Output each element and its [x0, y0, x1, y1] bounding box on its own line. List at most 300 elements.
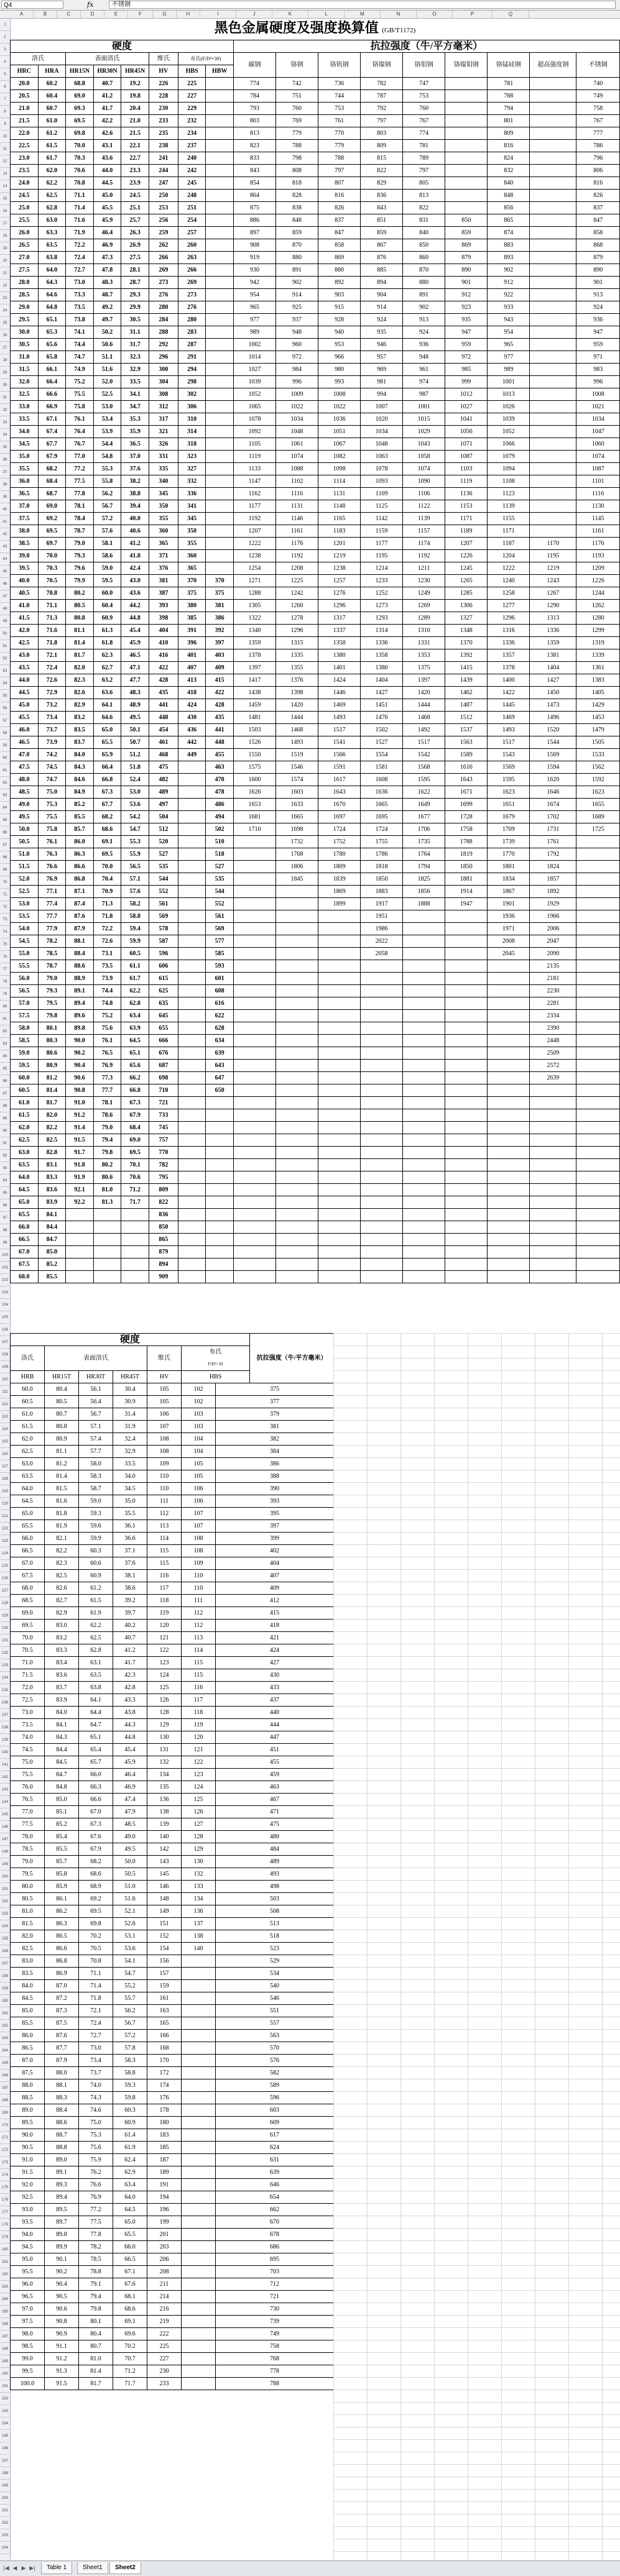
table-cell[interactable]: 1155 [488, 513, 530, 525]
table-cell[interactable]: 70.8 [79, 1955, 113, 1968]
table-cell[interactable]: 54.7 [121, 823, 149, 836]
table-cell[interactable]: 81.4 [45, 1470, 79, 1483]
table-cell[interactable]: 670 [216, 2216, 334, 2229]
table-cell[interactable] [361, 1109, 403, 1122]
table-cell[interactable]: 1380 [318, 649, 361, 662]
table-cell[interactable] [233, 910, 275, 923]
table-cell[interactable]: 127 [182, 1818, 216, 1831]
table-cell[interactable] [530, 488, 576, 500]
table-cell[interactable]: 109 [182, 1557, 216, 1570]
table-cell[interactable]: 1088 [276, 463, 318, 475]
table-cell[interactable]: 292 [149, 339, 178, 351]
table-cell[interactable]: 77.0 [11, 1806, 45, 1818]
table-cell[interactable] [445, 1147, 488, 1159]
table-cell[interactable]: 883 [488, 239, 530, 252]
table-cell[interactable]: 822 [403, 202, 445, 214]
table-cell[interactable]: 66.6 [79, 1794, 113, 1806]
table-cell[interactable]: 35.5 [11, 463, 39, 475]
row-header[interactable]: 23 [0, 292, 10, 305]
table-cell[interactable]: 71.0 [11, 1657, 45, 1669]
table-cell[interactable]: 1883 [361, 886, 403, 898]
table-cell[interactable]: 79.6 [66, 562, 94, 575]
table-cell[interactable] [276, 1159, 318, 1171]
table-cell[interactable]: 30.5 [121, 314, 149, 326]
table-cell[interactable]: 71.4 [79, 1980, 113, 1992]
table-cell[interactable] [445, 1072, 488, 1084]
table-cell[interactable]: 321 [149, 426, 178, 438]
table-cell[interactable]: 341 [178, 500, 206, 513]
table-cell[interactable]: 922 [488, 289, 530, 301]
row-header[interactable]: 140 [0, 1746, 10, 1759]
table-cell[interactable]: 50.7 [121, 736, 149, 749]
table-cell[interactable]: 70.8 [66, 177, 94, 190]
table-cell[interactable] [403, 923, 445, 935]
table-cell[interactable]: 837 [576, 202, 620, 214]
table-cell[interactable]: 95.5 [11, 2266, 45, 2278]
table-cell[interactable] [233, 1060, 275, 1072]
table-cell[interactable]: 71.6 [66, 214, 94, 227]
table-cell[interactable]: 1543 [488, 749, 530, 761]
table-cell[interactable]: 1161 [576, 525, 620, 538]
row-header[interactable]: 204 [0, 2542, 10, 2554]
table-cell[interactable]: 34.5 [11, 438, 39, 451]
table-cell[interactable]: 805 [403, 177, 445, 190]
table-cell[interactable]: 70.6 [121, 1171, 149, 1184]
table-cell[interactable]: 25.7 [121, 214, 149, 227]
table-cell[interactable] [445, 1010, 488, 1022]
row-header[interactable]: 169 [0, 2107, 10, 2119]
row-header[interactable]: 194 [0, 2418, 10, 2430]
row-header[interactable]: 79 [0, 988, 10, 1001]
table-cell[interactable]: 935 [445, 314, 488, 326]
table-cell[interactable]: 57.0 [11, 997, 39, 1010]
table-cell[interactable] [276, 1258, 318, 1271]
row-header[interactable]: 183 [0, 2281, 10, 2293]
table-cell[interactable]: 631 [216, 2154, 334, 2166]
row-header[interactable]: 45 [0, 566, 10, 578]
table-cell[interactable]: 435 [149, 687, 178, 699]
table-cell[interactable]: 985 [445, 364, 488, 376]
table-cell[interactable]: 1327 [445, 612, 488, 625]
table-cell[interactable] [206, 1109, 234, 1122]
table-cell[interactable]: 778 [216, 2365, 334, 2378]
table-cell[interactable]: 1646 [530, 786, 576, 799]
table-cell[interactable]: 753 [403, 90, 445, 103]
table-cell[interactable]: 404 [149, 625, 178, 637]
row-header[interactable]: 156 [0, 1945, 10, 1958]
table-cell[interactable]: 136 [182, 1905, 216, 1918]
table-cell[interactable] [576, 1258, 620, 1271]
table-cell[interactable]: 72.7 [66, 264, 94, 277]
table-cell[interactable]: 71.8 [79, 1992, 113, 2005]
table-cell[interactable]: 273 [149, 277, 178, 289]
table-cell[interactable]: 75.0 [38, 786, 66, 799]
table-cell[interactable] [178, 1221, 206, 1234]
table-cell[interactable] [403, 1271, 445, 1283]
table-cell[interactable]: 71.1 [66, 190, 94, 202]
row-header[interactable]: 172 [0, 2144, 10, 2157]
row-header[interactable]: 37 [0, 466, 10, 479]
table-cell[interactable] [206, 1159, 234, 1171]
table-cell[interactable] [445, 1084, 488, 1097]
table-cell[interactable]: 1027 [445, 401, 488, 413]
table-cell[interactable]: 40.5 [11, 587, 39, 600]
row-header[interactable]: 3 [0, 44, 10, 56]
table-cell[interactable]: 44.0 [93, 165, 121, 177]
table-cell[interactable] [445, 1122, 488, 1134]
table-cell[interactable]: 86.5 [45, 1930, 79, 1943]
table-cell[interactable]: 1462 [445, 687, 488, 699]
table-cell[interactable]: 62.2 [38, 177, 66, 190]
table-cell[interactable]: 63.4 [113, 2179, 147, 2191]
table-cell[interactable]: 62.0 [38, 165, 66, 177]
table-cell[interactable]: 119 [147, 1607, 182, 1620]
table-cell[interactable]: 875 [233, 202, 275, 214]
table-cell[interactable]: 74.0 [11, 1731, 45, 1744]
table-cell[interactable] [178, 761, 206, 774]
table-cell[interactable]: 1051 [318, 426, 361, 438]
table-cell[interactable]: 65.4 [79, 1744, 113, 1756]
table-cell[interactable]: 85.5 [11, 2017, 45, 2030]
table-cell[interactable]: 51.5 [11, 861, 39, 873]
table-cell[interactable] [576, 935, 620, 948]
table-cell[interactable]: 67.5 [11, 1570, 45, 1582]
table-cell[interactable]: 39.5 [11, 562, 39, 575]
table-cell[interactable]: 959 [445, 339, 488, 351]
table-cell[interactable]: 61.4 [113, 2129, 147, 2142]
row-header[interactable]: 136 [0, 1697, 10, 1709]
table-cell[interactable]: 1398 [276, 687, 318, 699]
table-cell[interactable]: 55.0 [11, 948, 39, 960]
table-cell[interactable]: 45.4 [121, 625, 149, 637]
table-cell[interactable]: 49.2 [93, 301, 121, 314]
table-cell[interactable] [178, 1060, 206, 1072]
table-cell[interactable]: 1187 [488, 538, 530, 550]
table-cell[interactable]: 404 [216, 1557, 334, 1570]
table-cell[interactable] [206, 152, 234, 165]
table-cell[interactable]: 89.4 [66, 997, 94, 1010]
table-cell[interactable]: 91.9 [66, 1171, 94, 1184]
table-cell[interactable]: 63.0 [11, 1147, 39, 1159]
table-cell[interactable] [361, 1097, 403, 1109]
table-cell[interactable]: 260 [178, 239, 206, 252]
table-cell[interactable]: 850 [445, 214, 488, 227]
table-cell[interactable]: 27.5 [121, 252, 149, 264]
table-cell[interactable]: 442 [178, 736, 206, 749]
table-cell[interactable]: 758 [576, 103, 620, 115]
table-cell[interactable]: 1569 [488, 761, 530, 774]
table-cell[interactable] [121, 1209, 149, 1221]
table-cell[interactable]: 22.7 [121, 152, 149, 165]
table-cell[interactable] [182, 2266, 216, 2278]
table-cell[interactable]: 582 [216, 2067, 334, 2079]
table-cell[interactable]: 828 [276, 190, 318, 202]
table-cell[interactable]: 1257 [318, 575, 361, 587]
table-cell[interactable]: 29.5 [11, 314, 39, 326]
table-cell[interactable]: 42.6 [93, 127, 121, 140]
row-header[interactable]: 146 [0, 1821, 10, 1833]
table-cell[interactable]: 68.6 [79, 1868, 113, 1881]
table-cell[interactable] [403, 910, 445, 923]
table-cell[interactable]: 76.9 [79, 2191, 113, 2204]
table-cell[interactable]: 983 [576, 364, 620, 376]
table-cell[interactable] [488, 1060, 530, 1072]
table-cell[interactable]: 57.8 [113, 2042, 147, 2055]
table-cell[interactable]: 58.7 [79, 1483, 113, 1495]
table-cell[interactable]: 797 [403, 165, 445, 177]
row-header[interactable]: 197 [0, 2455, 10, 2467]
table-cell[interactable]: 1036 [318, 413, 361, 426]
table-cell[interactable]: 81.6 [45, 1495, 79, 1508]
table-cell[interactable]: 76.1 [93, 1035, 121, 1047]
table-cell[interactable]: 83.9 [38, 1196, 66, 1209]
table-cell[interactable]: 68.2 [38, 463, 66, 475]
table-cell[interactable]: 815 [361, 152, 403, 165]
table-cell[interactable]: 58.8 [121, 910, 149, 923]
table-cell[interactable]: 2334 [530, 1010, 576, 1022]
table-cell[interactable]: 67.9 [38, 451, 66, 463]
table-cell[interactable]: 56.4 [79, 1396, 113, 1408]
table-cell[interactable]: 2448 [530, 1035, 576, 1047]
table-cell[interactable]: 75.3 [79, 2129, 113, 2142]
column-header-n[interactable]: N [381, 11, 417, 18]
table-cell[interactable] [178, 1171, 206, 1184]
table-cell[interactable]: 64.0 [11, 1171, 39, 1184]
table-cell[interactable] [178, 1097, 206, 1109]
table-cell[interactable]: 1230 [403, 575, 445, 587]
row-header[interactable]: 21 [0, 267, 10, 280]
table-cell[interactable] [530, 513, 576, 525]
table-cell[interactable]: 375 [178, 587, 206, 600]
table-cell[interactable]: 60.4 [93, 600, 121, 612]
table-cell[interactable] [182, 2191, 216, 2204]
table-cell[interactable]: 77.5 [11, 1818, 45, 1831]
table-cell[interactable]: 81.5 [45, 1483, 79, 1495]
table-cell[interactable]: 1850 [445, 861, 488, 873]
table-cell[interactable]: 1238 [233, 550, 275, 562]
table-cell[interactable]: 662 [216, 2204, 334, 2216]
table-cell[interactable]: 1438 [233, 687, 275, 699]
table-cell[interactable] [445, 960, 488, 973]
table-cell[interactable]: 76.5 [11, 1794, 45, 1806]
table-cell[interactable]: 59.4 [121, 923, 149, 935]
table-cell[interactable]: 569 [206, 923, 234, 935]
table-cell[interactable]: 83.6 [45, 1669, 79, 1682]
table-cell[interactable]: 831 [403, 214, 445, 227]
table-cell[interactable] [445, 1047, 488, 1060]
table-cell[interactable] [318, 1159, 361, 1171]
table-cell[interactable]: 75.2 [66, 376, 94, 388]
table-cell[interactable]: 1355 [276, 662, 318, 674]
table-cell[interactable]: 712 [216, 2278, 334, 2291]
table-cell[interactable]: 117 [147, 1582, 182, 1595]
table-cell[interactable] [530, 152, 576, 165]
table-cell[interactable]: 42.3 [113, 1669, 147, 1682]
table-cell[interactable]: 736 [318, 78, 361, 90]
table-cell[interactable]: 1422 [488, 687, 530, 699]
table-cell[interactable]: 82.0 [38, 1109, 66, 1122]
table-cell[interactable]: 1214 [361, 562, 403, 575]
table-cell[interactable]: 876 [361, 252, 403, 264]
table-cell[interactable]: 2572 [530, 1060, 576, 1072]
table-cell[interactable]: 57.2 [93, 513, 121, 525]
table-cell[interactable]: 73.8 [66, 314, 94, 326]
table-cell[interactable]: 60.0 [93, 587, 121, 600]
table-cell[interactable] [403, 1109, 445, 1122]
table-cell[interactable]: 2135 [530, 960, 576, 973]
table-cell[interactable] [182, 2365, 216, 2378]
table-cell[interactable]: 869 [318, 252, 361, 264]
table-cell[interactable]: 1724 [318, 823, 361, 836]
table-cell[interactable]: 296 [149, 351, 178, 364]
table-cell[interactable]: 901 [576, 277, 620, 289]
table-cell[interactable]: 1098 [318, 463, 361, 475]
table-cell[interactable]: 880 [276, 252, 318, 264]
row-header[interactable]: 89 [0, 1112, 10, 1125]
table-cell[interactable]: 90.2 [45, 2266, 79, 2278]
table-cell[interactable] [276, 1184, 318, 1196]
table-cell[interactable]: 123 [147, 1657, 182, 1669]
table-cell[interactable]: 1276 [318, 587, 361, 600]
table-cell[interactable]: 1337 [318, 625, 361, 637]
table-cell[interactable]: 183 [147, 2129, 182, 2142]
row-header[interactable]: 133 [0, 1659, 10, 1672]
table-cell[interactable]: 86.1 [45, 1893, 79, 1905]
table-cell[interactable]: 1052 [488, 426, 530, 438]
table-cell[interactable] [182, 1980, 216, 1992]
table-cell[interactable]: 87.4 [66, 898, 94, 910]
row-header[interactable]: 132 [0, 1647, 10, 1659]
table-cell[interactable]: 138 [182, 1930, 216, 1943]
table-cell[interactable]: 64.1 [79, 1694, 113, 1707]
table-cell[interactable] [318, 1171, 361, 1184]
table-cell[interactable] [121, 1221, 149, 1234]
table-cell[interactable]: 75.6 [79, 2142, 113, 2154]
table-cell[interactable]: 58.0 [79, 1458, 113, 1470]
table-cell[interactable]: 59.5 [93, 575, 121, 587]
table-cell[interactable]: 140 [147, 1831, 182, 1843]
table-cell[interactable]: 33.5 [121, 376, 149, 388]
table-cell[interactable]: 1315 [276, 637, 318, 649]
table-cell[interactable]: 86.8 [45, 1955, 79, 1968]
table-cell[interactable]: 635 [149, 997, 178, 1010]
table-cell[interactable]: 1493 [276, 736, 318, 749]
table-cell[interactable]: 430 [216, 1669, 334, 1682]
table-cell[interactable]: 1643 [445, 774, 488, 786]
table-cell[interactable]: 71.9 [66, 227, 94, 239]
table-cell[interactable]: 2008 [488, 935, 530, 948]
table-cell[interactable]: 1105 [233, 438, 275, 451]
table-cell[interactable]: 84.8 [45, 1781, 79, 1794]
table-cell[interactable] [576, 848, 620, 861]
table-cell[interactable]: 94.5 [11, 2241, 45, 2253]
table-cell[interactable]: 84.3 [45, 1731, 79, 1744]
table-cell[interactable] [576, 1234, 620, 1246]
table-cell[interactable]: 413 [178, 674, 206, 687]
table-cell[interactable]: 73.7 [38, 724, 66, 736]
table-cell[interactable]: 110 [182, 1582, 216, 1595]
formula-input[interactable]: 不锈钢 [109, 1, 616, 9]
table-cell[interactable]: 110 [147, 1483, 182, 1495]
row-header[interactable]: 186 [0, 2318, 10, 2331]
table-cell[interactable] [206, 438, 234, 451]
row-header[interactable]: 80 [0, 1001, 10, 1013]
table-cell[interactable]: 59.6 [79, 1520, 113, 1533]
table-cell[interactable]: 43.1 [93, 140, 121, 152]
table-cell[interactable]: 897 [233, 227, 275, 239]
table-cell[interactable]: 1317 [318, 612, 361, 625]
table-cell[interactable] [530, 376, 576, 388]
table-cell[interactable]: 1616 [445, 761, 488, 774]
table-cell[interactable]: 424 [178, 699, 206, 712]
table-cell[interactable]: 208 [147, 2266, 182, 2278]
table-cell[interactable]: 870 [276, 239, 318, 252]
table-cell[interactable]: 1269 [403, 600, 445, 612]
table-cell[interactable]: 52.4 [121, 774, 149, 786]
table-cell[interactable]: 1834 [488, 873, 530, 886]
table-cell[interactable] [206, 538, 234, 550]
table-cell[interactable]: 88.7 [45, 2129, 79, 2142]
table-cell[interactable] [318, 1134, 361, 1147]
table-cell[interactable]: 1818 [361, 861, 403, 873]
table-cell[interactable]: 43.3 [113, 1694, 147, 1707]
table-cell[interactable] [361, 1221, 403, 1234]
table-cell[interactable] [178, 1209, 206, 1221]
table-cell[interactable]: 66.5 [11, 1234, 39, 1246]
table-cell[interactable] [182, 2166, 216, 2179]
table-cell[interactable] [445, 78, 488, 90]
table-cell[interactable] [121, 1246, 149, 1258]
table-cell[interactable]: 115 [147, 1545, 182, 1557]
table-cell[interactable]: 109 [147, 1458, 182, 1470]
table-cell[interactable]: 269 [178, 277, 206, 289]
table-cell[interactable]: 88.8 [45, 2142, 79, 2154]
table-cell[interactable]: 80.7 [45, 1408, 79, 1421]
row-header[interactable]: 191 [0, 2380, 10, 2393]
table-cell[interactable]: 63.8 [38, 252, 66, 264]
table-cell[interactable]: 1542 [403, 749, 445, 761]
table-cell[interactable]: 1013 [488, 388, 530, 401]
table-cell[interactable]: 87.0 [45, 1980, 79, 1992]
table-cell[interactable]: 797 [318, 165, 361, 177]
table-cell[interactable] [488, 1022, 530, 1035]
table-cell[interactable]: 33.5 [11, 413, 39, 426]
table-cell[interactable]: 48.3 [93, 277, 121, 289]
table-cell[interactable]: 829 [361, 177, 403, 190]
table-cell[interactable]: 88.4 [66, 948, 94, 960]
table-cell[interactable]: 161 [147, 1992, 182, 2005]
table-cell[interactable]: 415 [216, 1607, 334, 1620]
row-header[interactable]: 59 [0, 740, 10, 752]
table-cell[interactable] [233, 1258, 275, 1271]
row-header[interactable]: 142 [0, 1771, 10, 1784]
table-cell[interactable]: 639 [216, 2166, 334, 2179]
table-cell[interactable]: 69.5 [93, 848, 121, 861]
table-cell[interactable]: 85.5 [45, 1843, 79, 1856]
table-cell[interactable]: 809 [149, 1184, 178, 1196]
table-cell[interactable]: 88.1 [45, 2079, 79, 2092]
table-cell[interactable]: 88.1 [66, 935, 94, 948]
table-cell[interactable]: 1290 [530, 600, 576, 612]
table-cell[interactable]: 1695 [361, 811, 403, 823]
table-cell[interactable]: 58.3 [113, 2055, 147, 2067]
table-cell[interactable] [530, 1171, 576, 1184]
table-cell[interactable]: 44.5 [93, 177, 121, 190]
table-cell[interactable] [233, 1234, 275, 1246]
table-cell[interactable]: 1581 [361, 761, 403, 774]
table-cell[interactable]: 22.1 [121, 140, 149, 152]
row-header[interactable]: 159 [0, 1982, 10, 1995]
